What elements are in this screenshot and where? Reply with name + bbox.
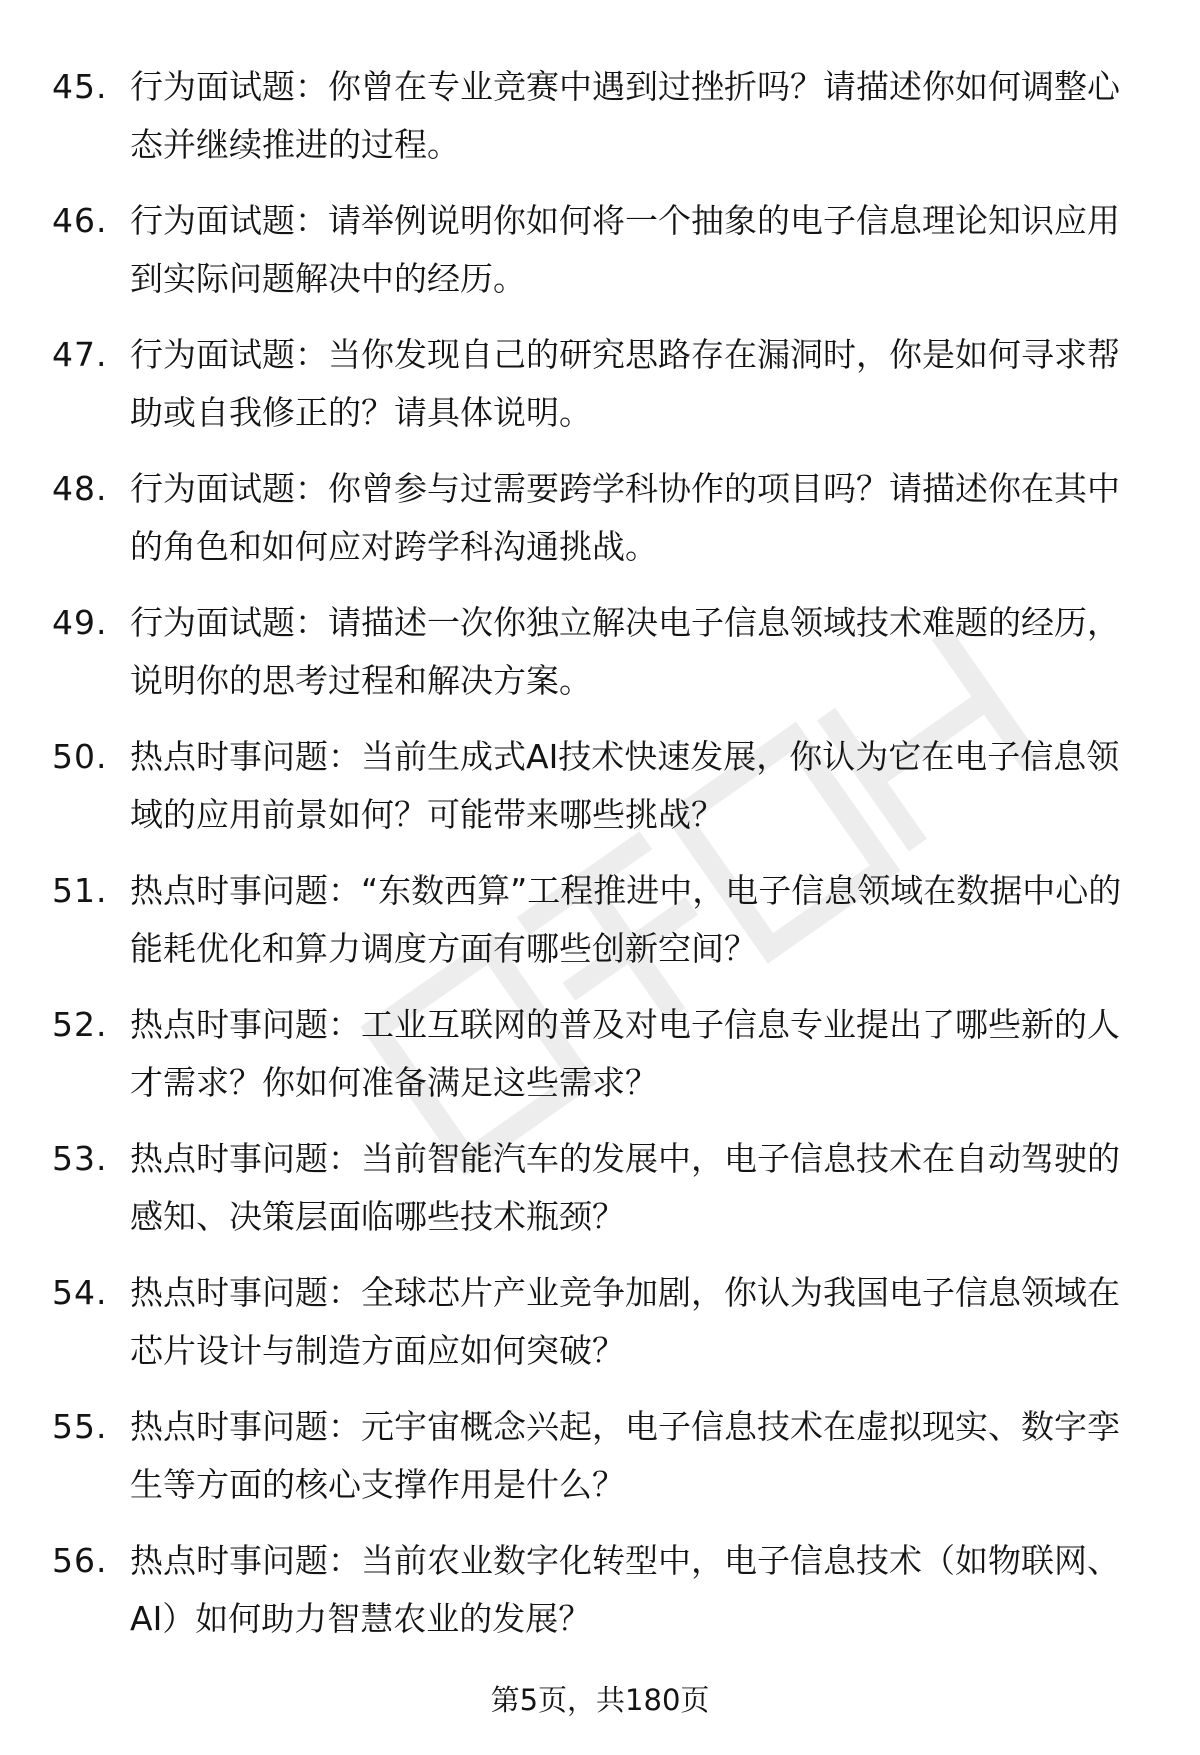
question-text: 热点时事问题：全球芯片产业竞争加剧，你认为我国电子信息领域在芯片设计与制造方面应如何突破？ <box>130 1273 1120 1370</box>
question-number: 51. <box>52 871 108 910</box>
question-number: 47. <box>52 335 108 374</box>
question-text: 热点时事问题：工业互联网的普及对电子信息专业提出了哪些新的人才需求？你如何准备满足这些需求？ <box>130 1005 1120 1102</box>
question-number: 49. <box>52 603 108 642</box>
question-number: 45. <box>52 67 108 106</box>
question-text: 热点时事问题：当前生成式AI技术快速发展，你认为它在电子信息领域的应用前景如何？可能带来哪些挑战？ <box>130 737 1120 834</box>
list-item <box>52 326 1137 460</box>
question-list <box>52 58 1137 1666</box>
list-item <box>52 594 1137 728</box>
question-text: 热点时事问题：当前农业数字化转型中，电子信息技术（如物联网、AI）如何助力智慧农业的发展？ <box>130 1541 1120 1638</box>
question-text: 行为面试题：你曾参与过需要跨学科协作的项目吗？请描述你在其中的角色和如何应对跨学科沟通挑战。 <box>130 469 1120 566</box>
list-item <box>52 1130 1137 1264</box>
page-footer: 第5页，共180页 <box>490 1683 710 1717</box>
list-item <box>52 1398 1137 1532</box>
question-text: 热点时事问题：“东数西算”工程推进中，电子信息领域在数据中心的能耗优化和算力调度方面有哪些创新空间？ <box>130 871 1122 968</box>
list-item <box>52 862 1137 996</box>
question-number: 52. <box>52 1005 108 1044</box>
list-item <box>52 728 1137 862</box>
question-text: 热点时事问题：当前智能汽车的发展中，电子信息技术在自动驾驶的感知、决策层面临哪些技术瓶颈？ <box>130 1139 1120 1236</box>
question-number: 46. <box>52 201 108 240</box>
list-item <box>52 192 1137 326</box>
list-item <box>52 460 1137 594</box>
question-number: 54. <box>52 1273 108 1312</box>
question-number: 50. <box>52 737 108 776</box>
question-text: 行为面试题：当你发现自己的研究思路存在漏洞时，你是如何寻求帮助或自我修正的？请具体说明。 <box>130 335 1120 432</box>
question-text: 行为面试题：请举例说明你如何将一个抽象的电子信息理论知识应用到实际问题解决中的经历。 <box>130 201 1120 298</box>
question-text: 行为面试题：请描述一次你独立解决电子信息领域技术难题的经历，说明你的思考过程和解决方案。 <box>130 603 1120 700</box>
question-text: 行为面试题：你曾在专业竞赛中遇到过挫折吗？请描述你如何调整心态并继续推进的过程。 <box>130 67 1120 164</box>
list-item <box>52 996 1137 1130</box>
question-text: 热点时事问题：元宇宙概念兴起，电子信息技术在虚拟现实、数字孪生等方面的核心支撑作用是什么？ <box>130 1407 1120 1504</box>
question-number: 53. <box>52 1139 108 1178</box>
list-item <box>52 1264 1137 1398</box>
question-number: 55. <box>52 1407 108 1446</box>
list-item <box>52 1532 1137 1666</box>
list-item <box>52 58 1137 192</box>
question-number: 56. <box>52 1541 108 1580</box>
question-number: 48. <box>52 469 108 508</box>
